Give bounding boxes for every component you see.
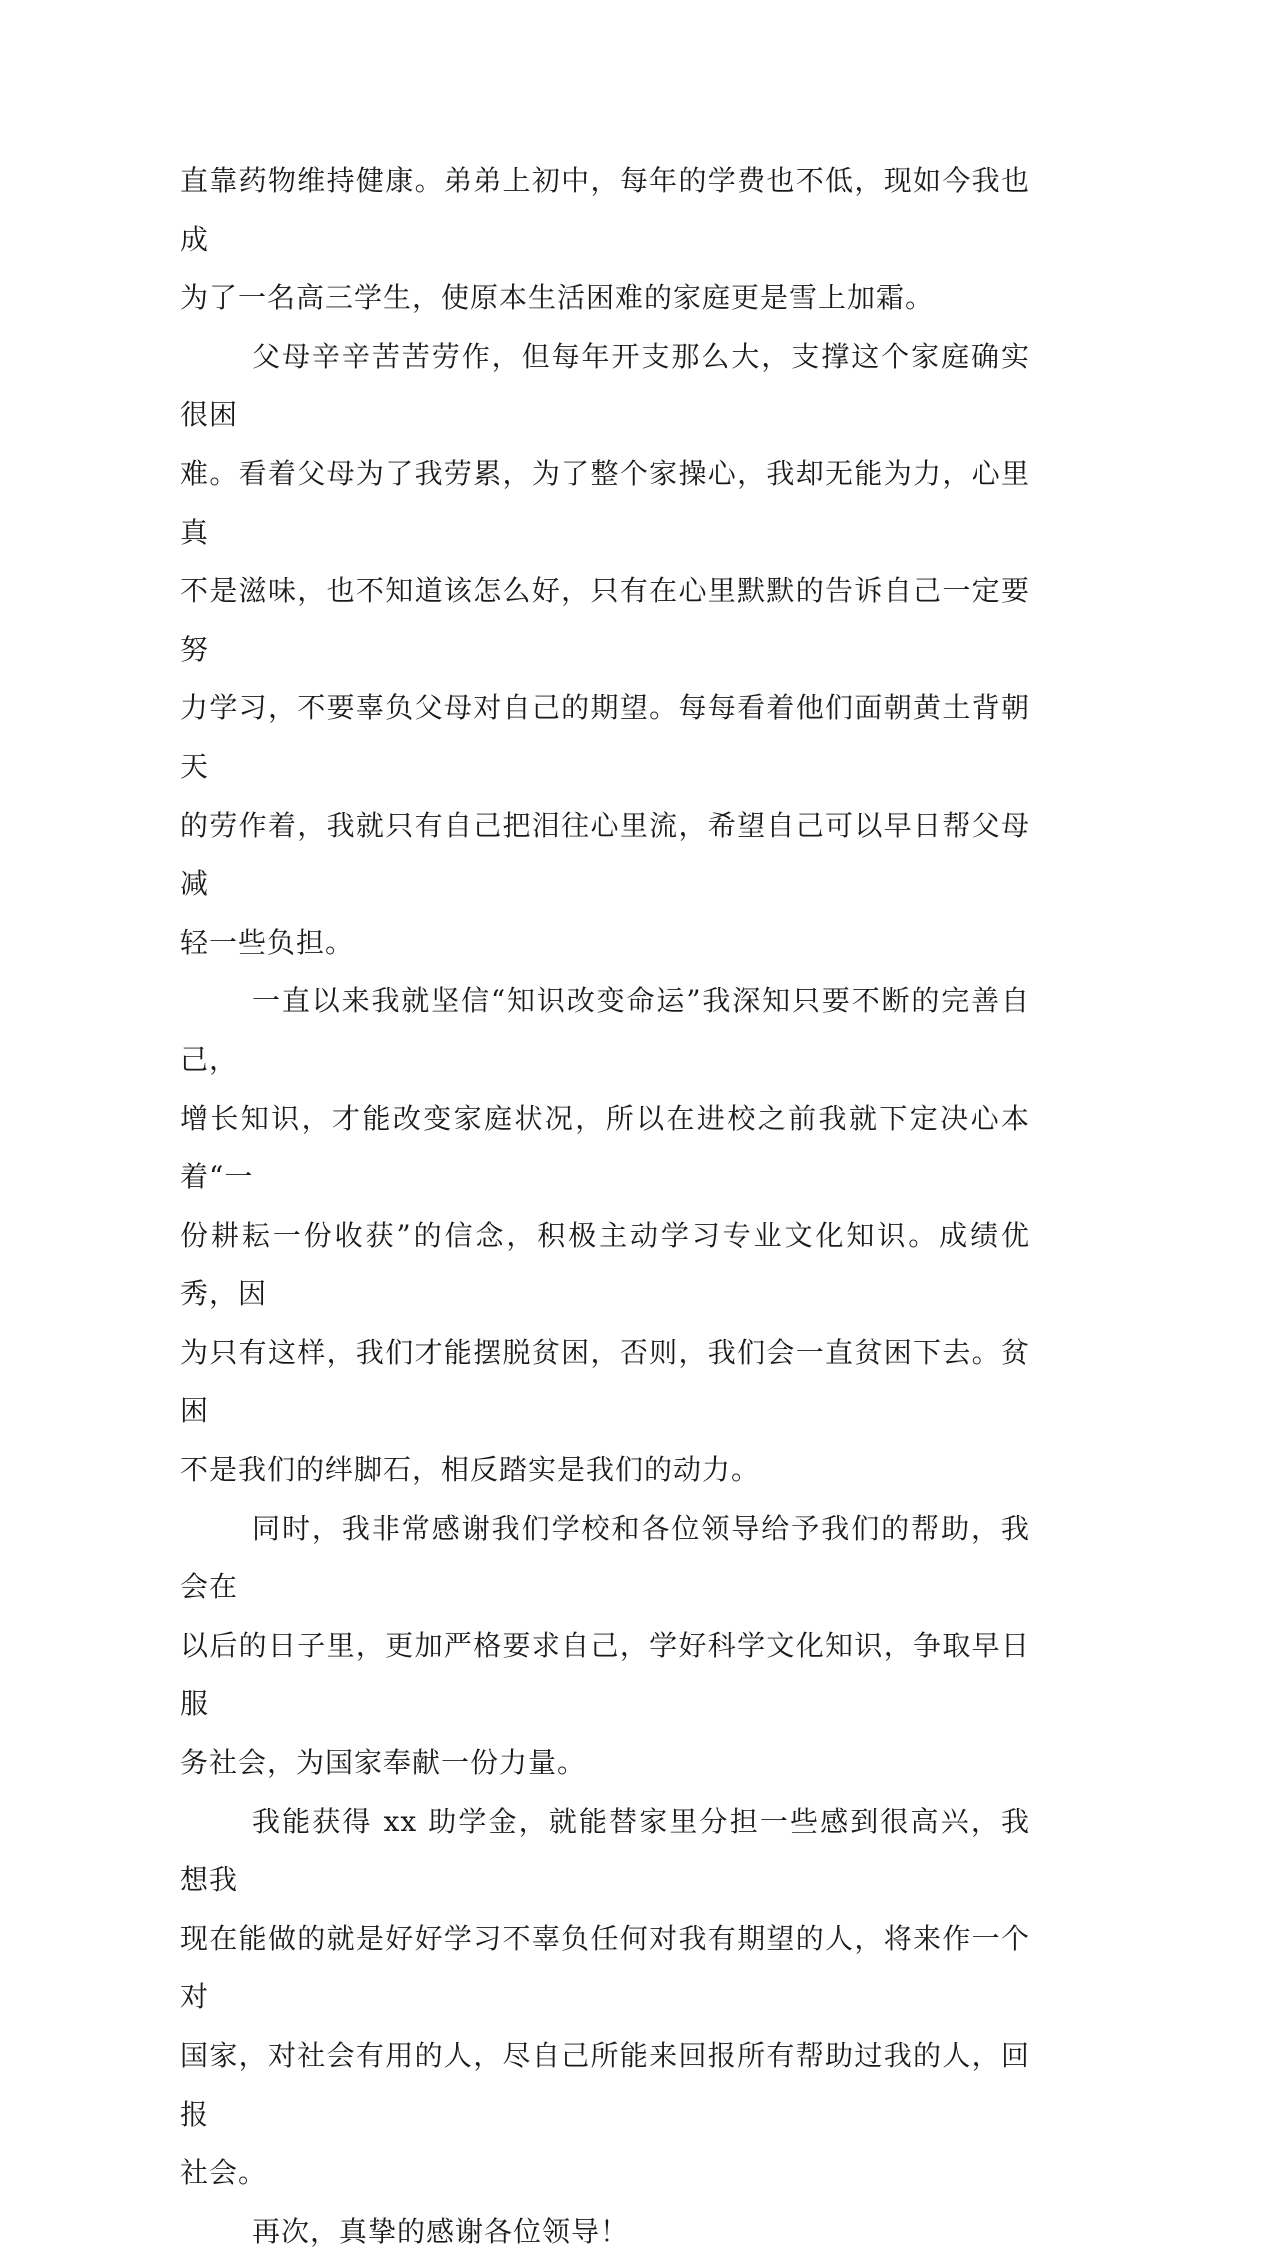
paragraph-line: 以后的日子里，更加严格要求自己，学好科学文化知识，争取早日服 [180,1628,1030,1721]
paragraph-4 [180,1500,1030,1793]
paragraph-line: 国家，对社会有用的人，尽自己所能来回报所有帮助过我的人，回报 [180,2039,1030,2131]
paragraph-line: 现在能做的就是好好学习不辜负任何对我有期望的人，将来作一个对 [180,1921,1030,2014]
paragraph-line: 再次，真挚的感谢各位领导！ [252,2214,630,2248]
paragraph-line: 难。看着父母为了我劳累，为了整个家操心，我却无能为力，心里真 [180,456,1030,549]
paragraph-line: 我能获得 xx 助学金，就能替家里分担一些感到很高兴，我想我 [180,1804,1030,1897]
paragraph-line: 同时，我非常感谢我们学校和各位领导给予我们的帮助，我会在 [180,1511,1030,1604]
paragraph-line: 务社会，为国家奉献一份力量。 [180,1746,587,1780]
paragraph-line: 一直以来我就坚信“知识改变命运”我深知只要不断的完善自己， [180,984,1030,1076]
paragraph-6 [180,2203,1030,2261]
paragraph-line: 社会。 [180,2156,268,2190]
paragraph-line: 为了一名高三学生，使原本生活困难的家庭更是雪上加霜。 [180,281,935,315]
document-body [180,152,1030,2261]
paragraph-3 [180,972,1030,1499]
paragraph-line: 直靠药物维持健康。弟弟上初中，每年的学费也不低，现如今我也成 [180,164,1030,256]
paragraph-2 [180,328,1030,973]
paragraph-line: 力学习，不要辜负父母对自己的期望。每每看着他们面朝黄土背朝天 [180,691,1030,783]
paragraph-line: 不是我们的绊脚石，相反踏实是我们的动力。 [180,1453,761,1487]
paragraph-line: 不是滋味，也不知道该怎么好，只有在心里默默的告诉自己一定要努 [180,574,1030,666]
paragraph-line: 父母辛辛苦苦劳作，但每年开支那么大，支撑这个家庭确实很困 [180,339,1030,432]
paragraph-line: 增长知识，才能改变家庭状况，所以在进校之前我就下定决心本着“一 [180,1101,1030,1194]
paragraph-1 [180,152,1030,328]
paragraph-5 [180,1793,1030,2203]
paragraph-line: 的劳作着，我就只有自己把泪往心里流，希望自己可以早日帮父母减 [180,808,1030,901]
paragraph-line: 为只有这样，我们才能摆脱贫困，否则，我们会一直贫困下去。贫困 [180,1335,1030,1428]
paragraph-line: 轻一些负担。 [180,925,355,959]
paragraph-line: 份耕耘一份收获”的信念，积极主动学习专业文化知识。成绩优秀，因 [180,1218,1030,1311]
